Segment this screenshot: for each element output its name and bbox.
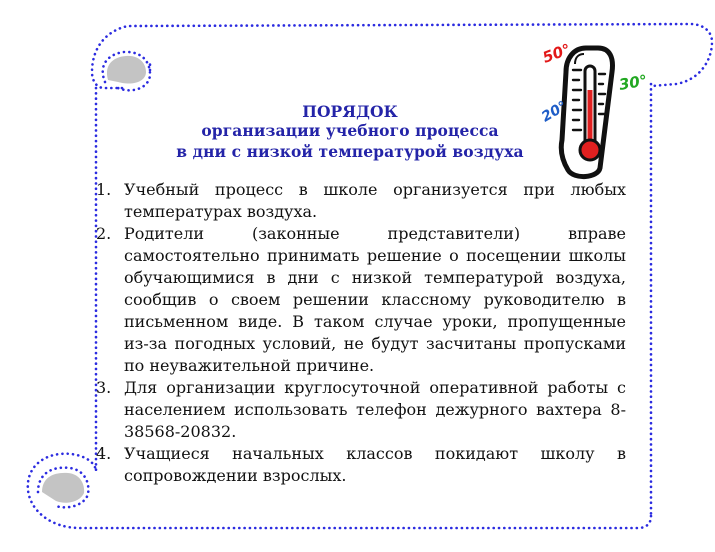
- list-item: [96, 179, 626, 223]
- temperature-label-bottom: 20°: [539, 98, 570, 126]
- top-curl-fill: [107, 56, 146, 84]
- title-line-1: ПОРЯДОК: [302, 102, 398, 121]
- title-line-3: в дни с низкой температурой воздуха: [176, 142, 524, 161]
- item-number: 1.: [96, 180, 112, 199]
- item-number: 4.: [96, 444, 112, 463]
- temperature-label-right: 30°: [617, 71, 649, 94]
- list-item: [96, 377, 626, 443]
- item-text: Учащиеся начальных классов покидают школу в сопровождении взрослых.: [124, 444, 626, 485]
- bottom-curl-fill: [42, 473, 84, 503]
- list-item: [96, 443, 626, 487]
- item-text: Родители (законные представители) вправе самостоятельно принимать решение о посещении школы обучающимися в дни с низкой температурой воздуха, сообщив о своем решении классному руководителю в письменном виде. В таком случае уроки, пропущенные из-за погодных условий, не будут засчитаны пропусками по неуважительной причине.: [124, 224, 626, 375]
- item-number: 2.: [96, 224, 112, 243]
- list-item: [96, 223, 626, 377]
- temperature-label-top: 50°: [540, 40, 574, 67]
- item-text: Для организации круглосуточной оперативной работы с населением использовать телефон дежурного вахтера 8-38568-20832.: [124, 378, 626, 441]
- procedure-list: [96, 179, 626, 487]
- item-text: Учебный процесс в школе организуется при любых температурах воздуха.: [124, 180, 626, 221]
- item-number: 3.: [96, 378, 112, 397]
- title-line-2: организации учебного процесса: [201, 121, 499, 140]
